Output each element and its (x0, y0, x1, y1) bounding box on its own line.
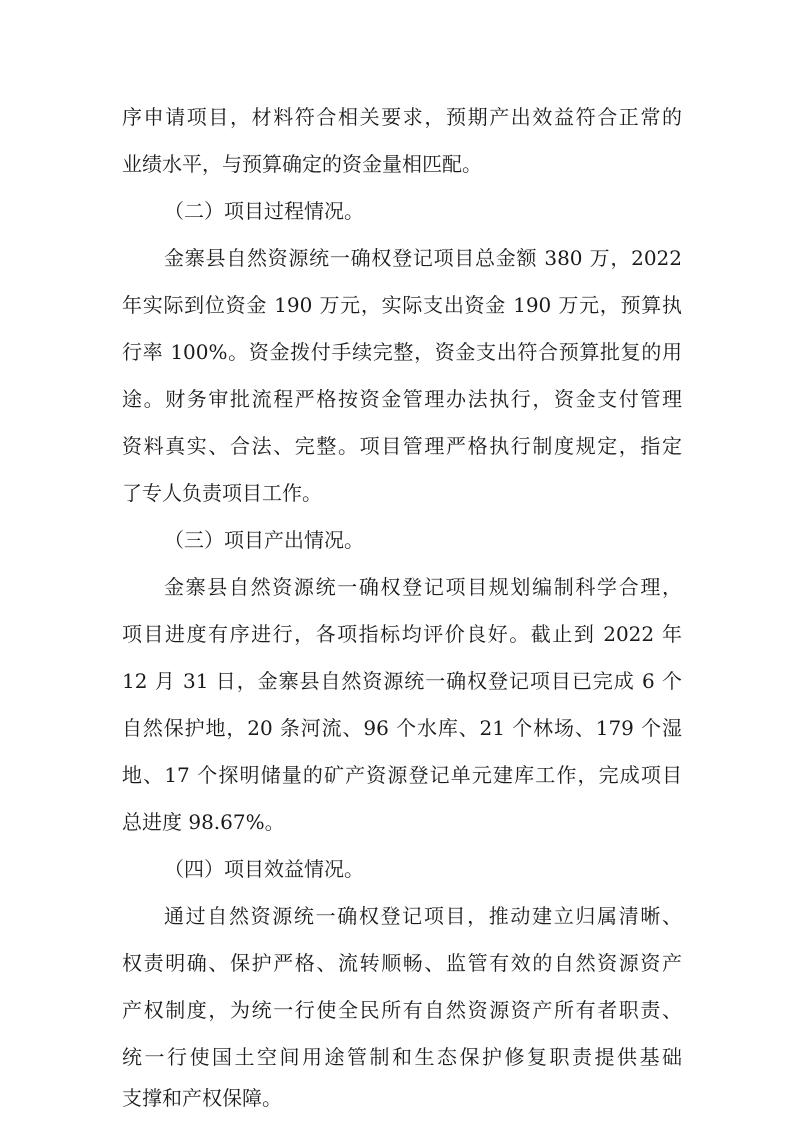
paragraph-line: 行率 100%。资金拨付手续完整，资金支出符合预算批复的用 (122, 340, 682, 364)
paragraph-line: 地、17 个探明储量的矿产资源登记单元建库工作，完成项目 (122, 763, 682, 787)
section-heading: （四）项目效益情况。 (164, 857, 364, 881)
paragraph-line: 产权制度，为统一行使全民所有自然资源资产所有者职责、 (122, 998, 682, 1022)
section-heading: （三）项目产出情况。 (164, 528, 364, 552)
paragraph-line: 序申请项目，材料符合相关要求，预期产出效益符合正常的 (122, 105, 682, 129)
paragraph-line: 总进度 98.67%。 (122, 810, 285, 834)
paragraph-line: 支撑和产权保障。 (122, 1086, 282, 1110)
paragraph-line: 年实际到位资金 190 万元，实际支出资金 190 万元，预算执 (122, 293, 682, 317)
paragraph-line: 项目进度有序进行，各项指标均评价良好。截止到 2022 年 (122, 622, 682, 646)
paragraph-line: 金寨县自然资源统一确权登记项目规划编制科学合理， (164, 575, 682, 599)
section-heading: （二）项目过程情况。 (164, 199, 364, 223)
paragraph-line: 业绩水平，与预算确定的资金量相匹配。 (122, 152, 482, 176)
paragraph-line: 通过自然资源统一确权登记项目，推动建立归属清晰、 (164, 904, 682, 928)
paragraph-line: 资料真实、合法、完整。项目管理严格执行制度规定，指定 (122, 434, 682, 458)
paragraph-line: 权责明确、保护严格、流转顺畅、监管有效的自然资源资产 (122, 951, 682, 975)
paragraph-line: 12 月 31 日，金寨县自然资源统一确权登记项目已完成 6 个 (122, 669, 682, 693)
paragraph-line: 途。财务审批流程严格按资金管理办法执行，资金支付管理 (122, 387, 682, 411)
paragraph-line: 统一行使国土空间用途管制和生态保护修复职责提供基础 (122, 1045, 682, 1069)
paragraph-line: 了专人负责项目工作。 (122, 481, 322, 505)
paragraph-line: 自然保护地，20 条河流、96 个水库、21 个林场、179 个湿 (122, 716, 682, 740)
paragraph-line: 金寨县自然资源统一确权登记项目总金额 380 万，2022 (164, 246, 682, 270)
